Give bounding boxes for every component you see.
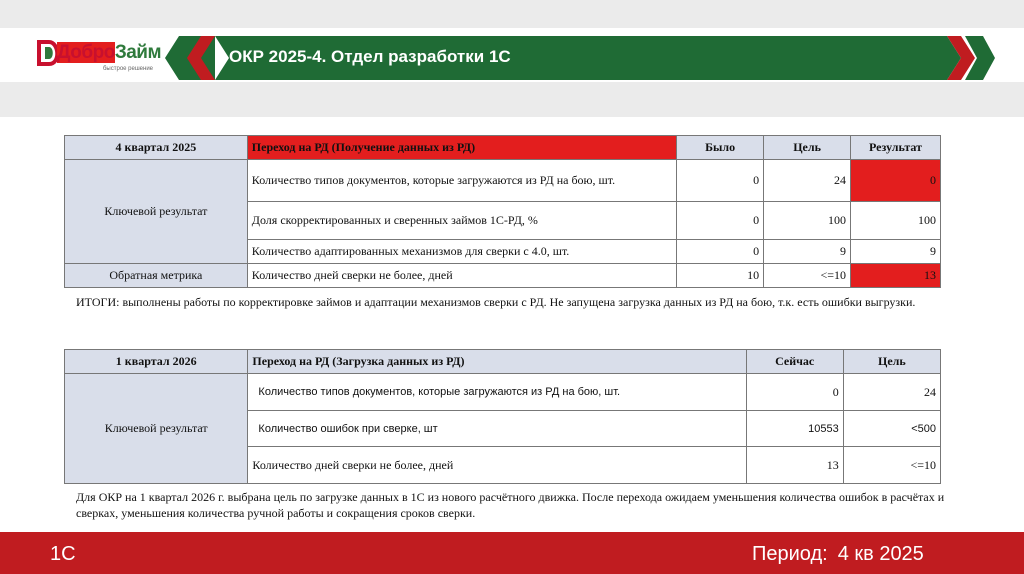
kr-goal: 24 [843, 374, 940, 411]
kr-text: Количество ошибок при сверке, шт [248, 411, 746, 447]
kr-text: Доля скорректированных и сверенных займов 1С-РД, % [247, 202, 676, 240]
kr-result: 9 [851, 240, 941, 264]
logo-subtitle: быстрое решение [103, 66, 154, 72]
kr-was: 0 [677, 240, 764, 264]
kr-goal: 9 [764, 240, 851, 264]
kr-text: Количество дней сверки не более, дней [248, 447, 746, 484]
feedback-metric-label: Обратная метрика [65, 264, 248, 288]
summary-note: ИТОГИ: выполнены работы по корректировке займов и адаптации механизмов сверки с РД. Не запущена загрузка данных из РД на бою, т.к. есть ошибки выгрузки. [76, 295, 916, 309]
kr-text: Количество типов документов, которые загружаются из РД на бою, шт. [248, 374, 746, 411]
kr-result: 0 [851, 160, 941, 202]
footer-period [752, 543, 924, 566]
kr-goal: <=10 [843, 447, 940, 484]
objective-cell: Переход на РД (Загрузка данных из РД) [248, 350, 746, 374]
footer-period-value: 4 кв 2025 [837, 543, 924, 565]
col-goal-header: Цель [843, 350, 940, 374]
kr-was: 0 [677, 160, 764, 202]
kr-was: 0 [677, 202, 764, 240]
col-was-header: Было [677, 136, 764, 160]
kr-now: 13 [746, 447, 843, 484]
page-title: ОКР 2025-4. Отдел разработки 1С [229, 47, 511, 66]
kr-now: 0 [746, 374, 843, 411]
kr-result: 100 [851, 202, 941, 240]
kr-text: Количество типов документов, которые загружаются из РД на бою, шт. [247, 160, 676, 202]
period-cell: 4 квартал 2025 [65, 136, 248, 160]
key-result-label: Ключевой результат [65, 374, 248, 484]
objective-cell: Переход на РД (Получение данных из РД) [247, 136, 676, 160]
dobrozaim-logo [33, 36, 162, 76]
kr-now: 10553 [746, 411, 843, 447]
feedback-goal: <=10 [764, 264, 851, 288]
footer-period-label: Период: [752, 543, 828, 565]
kr-text: Количество адаптированных механизмов для сверки с 4.0, шт. [247, 240, 676, 264]
feedback-result: 13 [851, 264, 941, 288]
footer-bar [0, 532, 1024, 574]
kr-goal: 24 [764, 160, 851, 202]
feedback-text: Количество дней сверки не более, дней [247, 264, 676, 288]
feedback-was: 10 [677, 264, 764, 288]
col-now-header: Сейчас [746, 350, 843, 374]
kr-goal: <500 [843, 411, 940, 447]
key-result-label: Ключевой результат [65, 160, 248, 264]
okr-q4-2025-table [64, 135, 941, 288]
col-goal-header: Цель [764, 136, 851, 160]
kr-goal: 100 [764, 202, 851, 240]
period-cell: 1 квартал 2026 [65, 350, 248, 374]
plan-note: Для ОКР на 1 квартал 2026 г. выбрана цель по загрузке данных в 1С из нового расчётного движка. После перехода ожидаем уменьшения количества ошибок в расчётах и сверках, уменьшения количества ручной работы и сокращения сроков сверки. [76, 490, 945, 520]
footer-department: 1С [50, 543, 76, 565]
logo-text: ДоброЗайм [57, 42, 162, 63]
col-result-header: Результат [851, 136, 941, 160]
okr-q1-2026-table [64, 349, 941, 484]
